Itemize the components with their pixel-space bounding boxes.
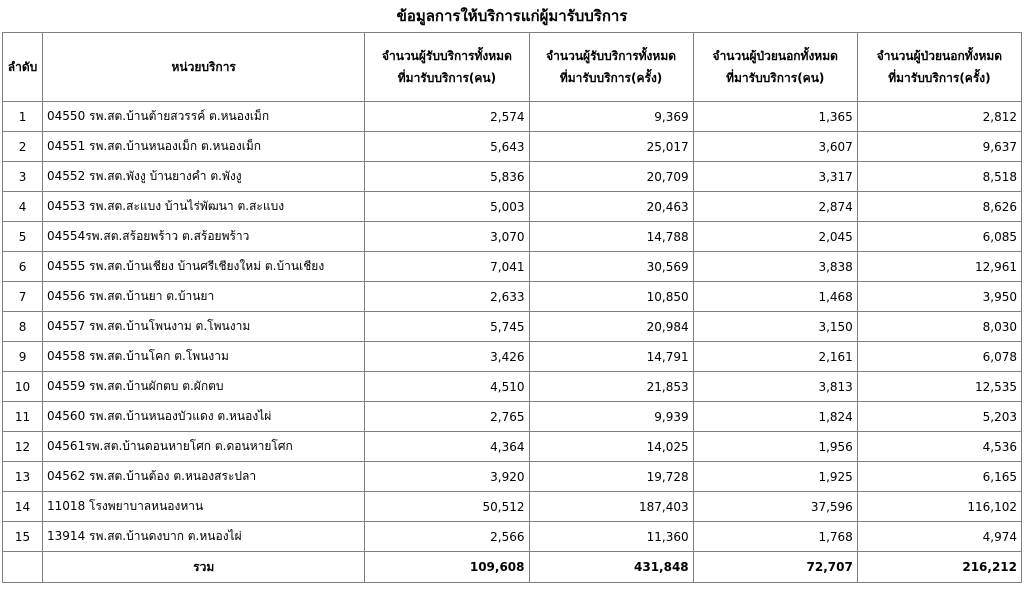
row-total-people: 5,003 (365, 192, 529, 222)
row-total-people: 2,765 (365, 402, 529, 432)
row-opd-visits: 6,165 (857, 462, 1021, 492)
header-total-people-line1: จำนวนผู้รับบริการทั้งหมด (381, 49, 512, 63)
row-opd-visits: 5,203 (857, 402, 1021, 432)
row-opd-people: 1,925 (693, 462, 857, 492)
row-total-people: 2,566 (365, 522, 529, 552)
row-total-visits: 14,791 (529, 342, 693, 372)
header-opd-people (693, 33, 857, 102)
table-row (3, 342, 1022, 372)
total-visits: 431,848 (529, 552, 693, 583)
row-unit-name: 04562 รพ.สต.บ้านต้อง ต.หนองสระปลา (43, 462, 365, 492)
table-row (3, 132, 1022, 162)
row-opd-visits: 4,536 (857, 432, 1021, 462)
table-row (3, 432, 1022, 462)
row-unit-name: 04553 รพ.สต.สะแบง บ้านไร่พัฒนา ต.สะแบง (43, 192, 365, 222)
table-row (3, 372, 1022, 402)
row-total-people: 5,836 (365, 162, 529, 192)
row-total-people: 2,633 (365, 282, 529, 312)
row-total-visits: 187,403 (529, 492, 693, 522)
header-total-visits-line2: ที่มารับบริการ(ครั้ง) (559, 71, 663, 85)
row-opd-visits: 12,535 (857, 372, 1021, 402)
header-opd-people-line1: จำนวนผู้ป่วยนอกทั้งหมด (712, 49, 838, 63)
row-index: 5 (3, 222, 43, 252)
row-total-visits: 20,709 (529, 162, 693, 192)
row-opd-visits: 9,637 (857, 132, 1021, 162)
row-index: 13 (3, 462, 43, 492)
row-index: 10 (3, 372, 43, 402)
row-unit-name: 04556 รพ.สต.บ้านยา ต.บ้านยา (43, 282, 365, 312)
row-opd-people: 1,768 (693, 522, 857, 552)
page-title: ข้อมูลการให้บริการแก่ผู้มารับบริการ (396, 7, 628, 25)
header-opd-people-line2: ที่มารับบริการ(คน) (726, 71, 825, 85)
row-opd-people: 2,045 (693, 222, 857, 252)
row-index: 7 (3, 282, 43, 312)
row-total-visits: 20,984 (529, 312, 693, 342)
table-row (3, 522, 1022, 552)
row-total-visits: 30,569 (529, 252, 693, 282)
row-total-people: 4,510 (365, 372, 529, 402)
total-row (3, 552, 1022, 583)
row-index: 3 (3, 162, 43, 192)
row-opd-people: 3,150 (693, 312, 857, 342)
row-opd-visits: 12,961 (857, 252, 1021, 282)
total-opd-visits: 216,212 (857, 552, 1021, 583)
row-total-people: 2,574 (365, 102, 529, 132)
header-opd-visits-line1: จำนวนผู้ป่วยนอกทั้งหมด (876, 49, 1003, 63)
header-opd-visits-line2: ที่มารับบริการ(ครั้ง) (888, 71, 991, 85)
row-total-people: 50,512 (365, 492, 529, 522)
table-row (3, 252, 1022, 282)
row-total-visits: 10,850 (529, 282, 693, 312)
row-index: 14 (3, 492, 43, 522)
table-row (3, 162, 1022, 192)
row-total-visits: 11,360 (529, 522, 693, 552)
row-total-people: 5,643 (365, 132, 529, 162)
header-total-visits-line1: จำนวนผู้รับบริการทั้งหมด (546, 49, 677, 63)
row-unit-name: 04552 รพ.สต.พังงู บ้านยางคำ ต.พังงู (43, 162, 365, 192)
row-total-visits: 25,017 (529, 132, 693, 162)
table-row (3, 282, 1022, 312)
table-row (3, 192, 1022, 222)
row-index: 4 (3, 192, 43, 222)
row-opd-visits: 3,950 (857, 282, 1021, 312)
table-row (3, 402, 1022, 432)
row-unit-name: 04560 รพ.สต.บ้านหนองบัวแดง ต.หนองไผ่ (43, 402, 365, 432)
row-index: 6 (3, 252, 43, 282)
row-index: 2 (3, 132, 43, 162)
header-unit: หน่วยบริการ (43, 33, 365, 102)
row-total-people: 4,364 (365, 432, 529, 462)
row-opd-visits: 8,030 (857, 312, 1021, 342)
row-opd-people: 1,468 (693, 282, 857, 312)
total-label: รวม (43, 552, 365, 583)
row-total-people: 3,070 (365, 222, 529, 252)
row-unit-name: 04550 รพ.สต.บ้านต้ายสวรรค์ ต.หนองเม็ก (43, 102, 365, 132)
total-index-cell (3, 552, 43, 583)
header-total-visits (529, 33, 693, 102)
header-index: ลำดับ (3, 33, 43, 102)
row-index: 11 (3, 402, 43, 432)
row-opd-visits: 4,974 (857, 522, 1021, 552)
row-unit-name: 04559 รพ.สต.บ้านผักตบ ต.ผักตบ (43, 372, 365, 402)
row-total-people: 7,041 (365, 252, 529, 282)
total-opd-people: 72,707 (693, 552, 857, 583)
service-data-table (2, 32, 1022, 583)
row-index: 15 (3, 522, 43, 552)
header-row (3, 33, 1022, 102)
row-index: 12 (3, 432, 43, 462)
row-unit-name: 04551 รพ.สต.บ้านหนองเม็ก ต.หนองเม็ก (43, 132, 365, 162)
row-opd-people: 1,824 (693, 402, 857, 432)
row-total-visits: 20,463 (529, 192, 693, 222)
row-unit-name: 13914 รพ.สต.บ้านดงบาก ต.หนองไผ่ (43, 522, 365, 552)
row-opd-visits: 2,812 (857, 102, 1021, 132)
row-unit-name: 04558 รพ.สต.บ้านโคก ต.โพนงาม (43, 342, 365, 372)
row-total-visits: 19,728 (529, 462, 693, 492)
total-people: 109,608 (365, 552, 529, 583)
table-row (3, 462, 1022, 492)
row-opd-people: 37,596 (693, 492, 857, 522)
row-opd-people: 2,874 (693, 192, 857, 222)
row-opd-people: 1,365 (693, 102, 857, 132)
row-total-people: 3,920 (365, 462, 529, 492)
row-total-visits: 9,939 (529, 402, 693, 432)
row-opd-people: 3,317 (693, 162, 857, 192)
row-opd-people: 3,813 (693, 372, 857, 402)
table-row (3, 222, 1022, 252)
table-row (3, 312, 1022, 342)
row-opd-people: 2,161 (693, 342, 857, 372)
row-index: 1 (3, 102, 43, 132)
row-opd-visits: 8,626 (857, 192, 1021, 222)
row-index: 9 (3, 342, 43, 372)
row-index: 8 (3, 312, 43, 342)
row-opd-visits: 6,078 (857, 342, 1021, 372)
row-unit-name: 11018 โรงพยาบาลหนองหาน (43, 492, 365, 522)
row-unit-name: 04555 รพ.สต.บ้านเชียง บ้านศรีเชียงใหม่ ต.บ้านเชียง (43, 252, 365, 282)
row-opd-people: 3,607 (693, 132, 857, 162)
row-total-visits: 9,369 (529, 102, 693, 132)
row-unit-name: 04561รพ.สต.บ้านดอนหายโศก ต.ดอนหายโศก (43, 432, 365, 462)
row-unit-name: 04557 รพ.สต.บ้านโพนงาม ต.โพนงาม (43, 312, 365, 342)
row-total-people: 3,426 (365, 342, 529, 372)
table-row (3, 492, 1022, 522)
row-unit-name: 04554รพ.สต.สร้อยพร้าว ต.สร้อยพร้าว (43, 222, 365, 252)
header-opd-visits (857, 33, 1021, 102)
header-total-people (365, 33, 529, 102)
row-opd-people: 1,956 (693, 432, 857, 462)
row-total-visits: 14,025 (529, 432, 693, 462)
row-total-people: 5,745 (365, 312, 529, 342)
header-total-people-line2: ที่มารับบริการ(คน) (397, 71, 497, 85)
row-opd-visits: 8,518 (857, 162, 1021, 192)
row-total-visits: 14,788 (529, 222, 693, 252)
row-total-visits: 21,853 (529, 372, 693, 402)
row-opd-visits: 116,102 (857, 492, 1021, 522)
row-opd-visits: 6,085 (857, 222, 1021, 252)
row-opd-people: 3,838 (693, 252, 857, 282)
table-row (3, 102, 1022, 132)
